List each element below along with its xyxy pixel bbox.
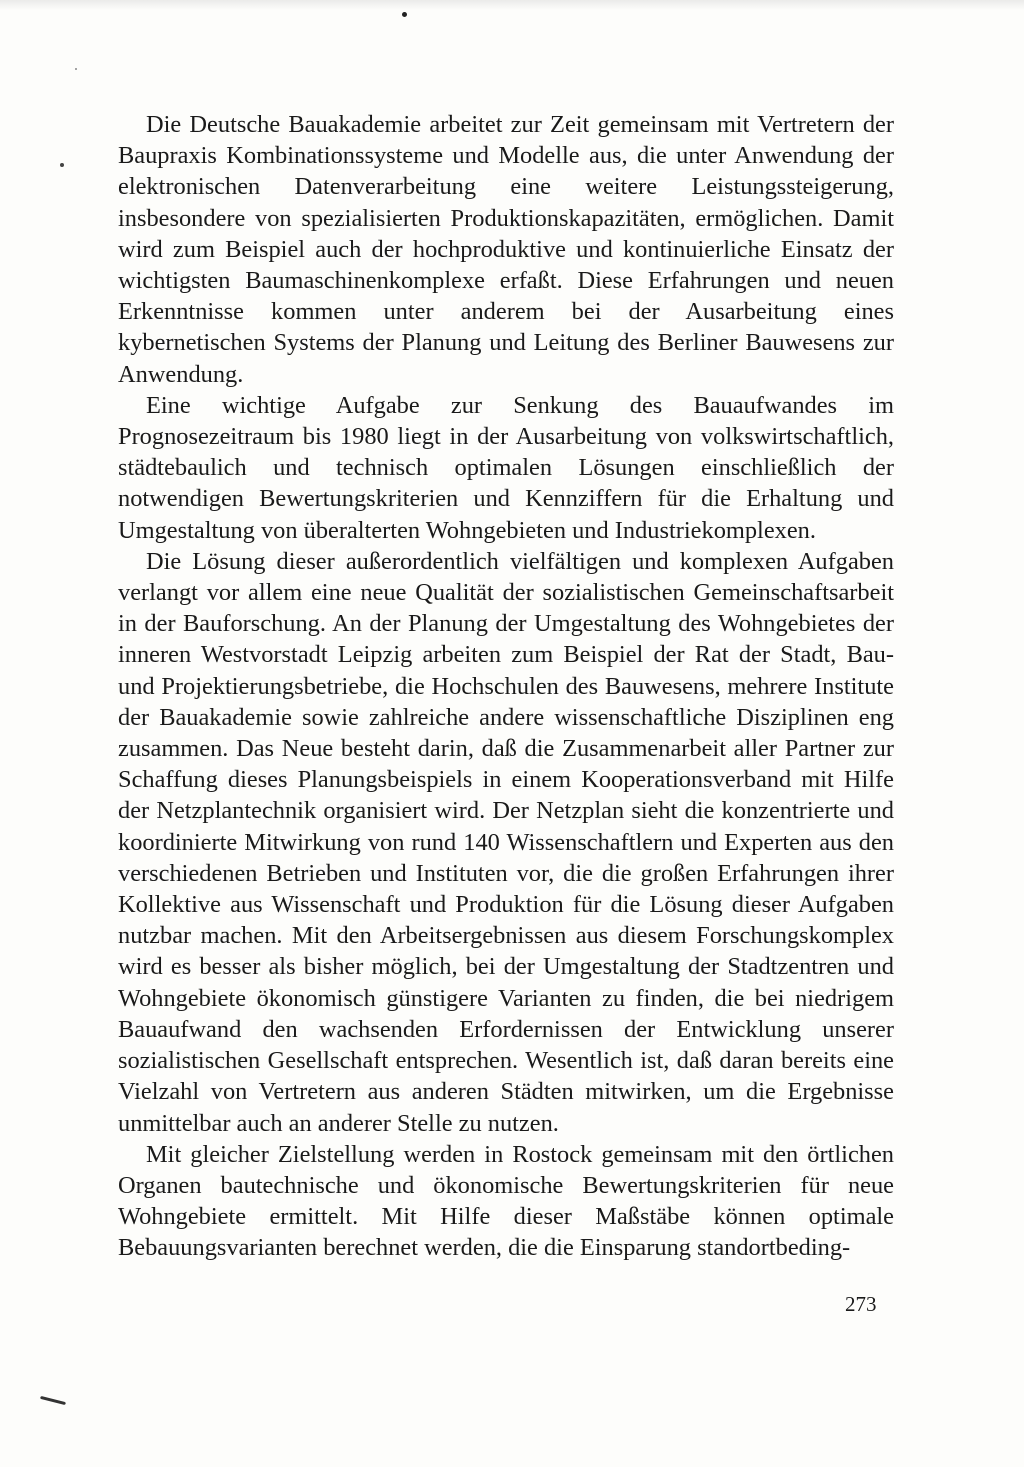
paragraph: Mit gleicher Zielstellung werden in Rostock gemeinsam mit den örtlichen Organen bautechnische und ökonomische Bewertungskriterien für neue Wohngebiete ermittelt. Mit Hilfe dieser Maßstäbe können optimale Bebauungsvarianten berechnet werden, die die Einsparung standortbeding- — [118, 1140, 894, 1262]
ink-speck — [75, 68, 77, 70]
ink-speck — [402, 12, 407, 17]
margin-mark — [40, 1396, 66, 1405]
paragraph: Die Lösung dieser außerordentlich vielfältigen und komplexen Aufgaben verlangt vor allem eine neue Qualität der sozialistischen Gemeinschaftsarbeit in der Bauforschung. An der Planung der Umgestaltung des Wohngebietes der inneren Westvorstadt Leipzig arbeiten zum Beispiel der Rat der Stadt, Bau- und Projektierungsbetriebe, die Hochschulen des Bauwesens, mehrere Institute der Bauakademie sowie zahlreiche andere wissenschaftliche Disziplinen eng zusammen. Das Neue besteht darin, daß die Zusammenarbeit aller Partner zur Schaffung dieses Planungsbeispiels in einem Kooperationsverband mit Hilfe der Netzplantechnik organisiert wird. Der Netzplan sieht die konzentrierte und koordinierte Mitwirkung von rund 140 Wissenschaftlern und Experten aus den verschiedenen Betrieben und Instituten vor, die die großen Erfahrungen ihrer Kollektive aus Wissenschaft und Produktion für die Lösung dieser Aufgaben nutzbar machen. Mit den Arbeitsergebnissen aus diesem Forschungskomplex wird es besser als bisher möglich, bei der Umgestaltung der Stadtzentren und Wohngebiete ökonomisch günstigere Varianten zu finden, die bei niedrigem Bauaufwand den wachsenden Erfordernissen der Entwicklung unserer sozialistischen Gesellschaft entsprechen. Wesentlich ist, daß daran bereits eine Vielzahl von Vertretern aus anderen Städten mitwirken, um die Ergebnisse unmittelbar auch an anderer Stelle zu nutzen. — [118, 547, 894, 1137]
paragraph: Eine wichtige Aufgabe zur Senkung des Bauaufwandes im Prognosezeitraum bis 1980 liegt in der Ausarbeitung von volkswirtschaftlich, städtebaulich und technisch optimalen Lösungen einschließlich der notwendigen Bewertungskriterien und Kennziffern für die Erhaltung und Umgestaltung von überalterten Wohngebieten und Industriekomplexen. — [118, 391, 894, 544]
body-text — [118, 109, 894, 1264]
page-number: 273 — [845, 1292, 877, 1316]
scan-edge-shadow — [0, 0, 1024, 10]
ink-speck — [60, 163, 64, 167]
paragraph: Die Deutsche Bauakademie arbeitet zur Zeit gemeinsam mit Vertretern der Baupraxis Kombinationssysteme und Modelle aus, die unter Anwendung der elektronischen Datenverarbeitung eine weitere Leistungssteigerung, insbesondere von spezialisierten Produktionskapazitäten, ermöglichen. Damit wird zum Beispiel auch der hochproduktive und kontinuierliche Einsatz der wichtigsten Baumaschinenkomplexe erfaßt. Diese Erfahrungen und neuen Erkenntnisse kommen unter anderem bei der Ausarbeitung eines kybernetischen Systems der Planung und Leitung des Berliner Bauwesens zur Anwendung. — [118, 111, 894, 388]
